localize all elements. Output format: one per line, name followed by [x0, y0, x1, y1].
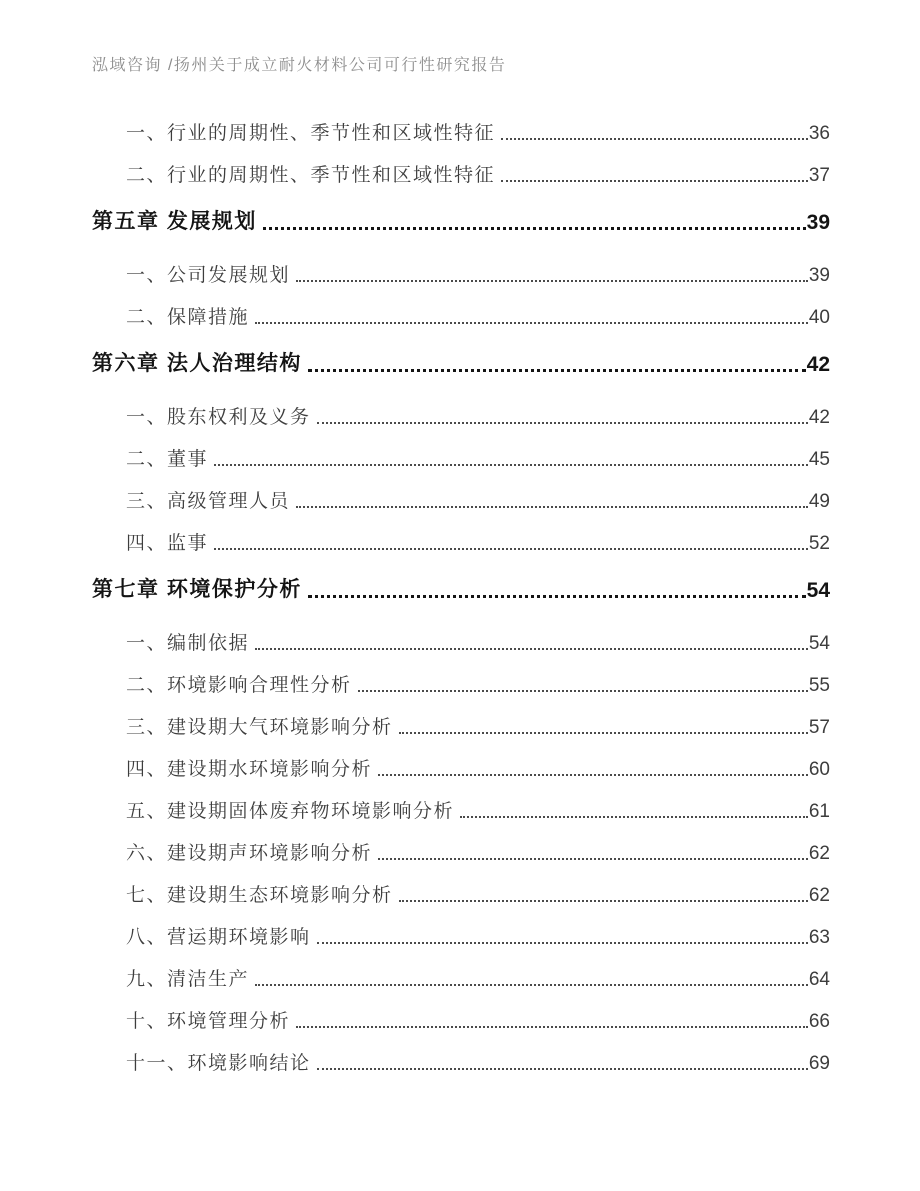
toc-leader-dots [308, 595, 806, 598]
toc-entry-label: 十一、环境影响结论 [126, 1053, 311, 1074]
toc-leader-dots [317, 942, 808, 944]
toc-entry-label: 九、清洁生产 [126, 969, 250, 990]
toc-entry-page: 39 [808, 265, 830, 286]
toc-leader-dots [317, 422, 808, 424]
toc-leader-dots [460, 816, 808, 818]
toc-entry-label: 八、营运期环境影响 [126, 927, 311, 948]
toc-leader-dots [296, 1026, 808, 1028]
toc-entry-label: 二、董事 [126, 449, 209, 470]
toc-leader-dots [317, 1068, 808, 1070]
toc-entry-page: 69 [808, 1053, 830, 1074]
toc-row-item[interactable] [92, 788, 830, 830]
toc-row-item[interactable] [92, 914, 830, 956]
toc-leader-dots [255, 648, 808, 650]
toc-row-chapter[interactable] [92, 564, 830, 610]
toc-entry-label: 一、公司发展规划 [126, 265, 291, 286]
toc-entry-page: 54 [808, 633, 830, 654]
toc-row-item[interactable] [92, 436, 830, 478]
toc-entry-label: 二、保障措施 [126, 307, 250, 328]
toc-entry-label: 六、建设期声环境影响分析 [126, 843, 373, 864]
toc-entry-page: 37 [808, 165, 830, 186]
toc-entry-label: 三、高级管理人员 [126, 491, 291, 512]
toc-entry-page: 64 [808, 969, 830, 990]
toc-row-item[interactable] [92, 662, 830, 704]
toc-entry-page: 55 [808, 675, 830, 696]
toc-entry-page: 62 [808, 843, 830, 864]
toc-row-item[interactable] [92, 110, 830, 152]
toc-leader-dots [358, 690, 808, 692]
toc-row-item[interactable] [92, 830, 830, 872]
toc-entry-label: 七、建设期生态环境影响分析 [126, 885, 393, 906]
table-of-contents [92, 110, 830, 1082]
toc-leader-dots [255, 984, 808, 986]
toc-entry-page: 57 [808, 717, 830, 738]
toc-entry-label: 第七章 环境保护分析 [92, 578, 302, 601]
toc-leader-dots [214, 464, 808, 466]
toc-leader-dots [501, 180, 808, 182]
toc-leader-dots [399, 900, 808, 902]
toc-row-item[interactable] [92, 478, 830, 520]
toc-entry-page: 52 [808, 533, 830, 554]
toc-row-chapter[interactable] [92, 196, 830, 242]
toc-entry-label: 二、环境影响合理性分析 [126, 675, 352, 696]
toc-row-item[interactable] [92, 746, 830, 788]
toc-leader-dots [255, 322, 808, 324]
toc-entry-label: 四、监事 [126, 533, 209, 554]
toc-entry-label: 一、行业的周期性、季节性和区域性特征 [126, 123, 496, 144]
toc-entry-page: 42 [808, 407, 830, 428]
toc-entry-label: 三、建设期大气环境影响分析 [126, 717, 393, 738]
document-header-text: 泓域咨询 /扬州关于成立耐火材料公司可行性研究报告 [92, 57, 507, 74]
toc-leader-dots [308, 369, 806, 372]
toc-row-item[interactable] [92, 998, 830, 1040]
toc-leader-dots [214, 548, 808, 550]
toc-entry-page: 62 [808, 885, 830, 906]
toc-row-item[interactable] [92, 394, 830, 436]
toc-row-item[interactable] [92, 1040, 830, 1082]
toc-leader-dots [263, 227, 806, 230]
toc-entry-label: 第五章 发展规划 [92, 210, 257, 233]
toc-row-item[interactable] [92, 872, 830, 914]
toc-row-item[interactable] [92, 620, 830, 662]
toc-row-item[interactable] [92, 520, 830, 562]
toc-leader-dots [501, 138, 808, 140]
toc-row-item[interactable] [92, 252, 830, 294]
toc-row-item[interactable] [92, 152, 830, 194]
toc-entry-page: 60 [808, 759, 830, 780]
document-header [92, 52, 506, 75]
toc-row-item[interactable] [92, 956, 830, 998]
toc-entry-page: 45 [808, 449, 830, 470]
toc-entry-page: 42 [806, 353, 830, 376]
toc-entry-label: 五、建设期固体废弃物环境影响分析 [126, 801, 455, 822]
toc-entry-label: 一、编制依据 [126, 633, 250, 654]
toc-row-chapter[interactable] [92, 338, 830, 384]
toc-row-item[interactable] [92, 704, 830, 746]
toc-entry-page: 63 [808, 927, 830, 948]
toc-leader-dots [378, 858, 808, 860]
toc-entry-page: 54 [806, 579, 830, 602]
toc-leader-dots [296, 280, 808, 282]
toc-leader-dots [296, 506, 808, 508]
toc-entry-label: 第六章 法人治理结构 [92, 352, 302, 375]
toc-entry-label: 一、股东权利及义务 [126, 407, 311, 428]
toc-entry-label: 四、建设期水环境影响分析 [126, 759, 373, 780]
toc-row-item[interactable] [92, 294, 830, 336]
toc-entry-page: 40 [808, 307, 830, 328]
toc-entry-page: 61 [808, 801, 830, 822]
toc-entry-label: 二、行业的周期性、季节性和区域性特征 [126, 165, 496, 186]
toc-entry-page: 36 [808, 123, 830, 144]
toc-entry-page: 66 [808, 1011, 830, 1032]
toc-entry-page: 49 [808, 491, 830, 512]
toc-leader-dots [378, 774, 808, 776]
toc-entry-label: 十、环境管理分析 [126, 1011, 291, 1032]
toc-entry-page: 39 [806, 211, 830, 234]
toc-leader-dots [399, 732, 808, 734]
